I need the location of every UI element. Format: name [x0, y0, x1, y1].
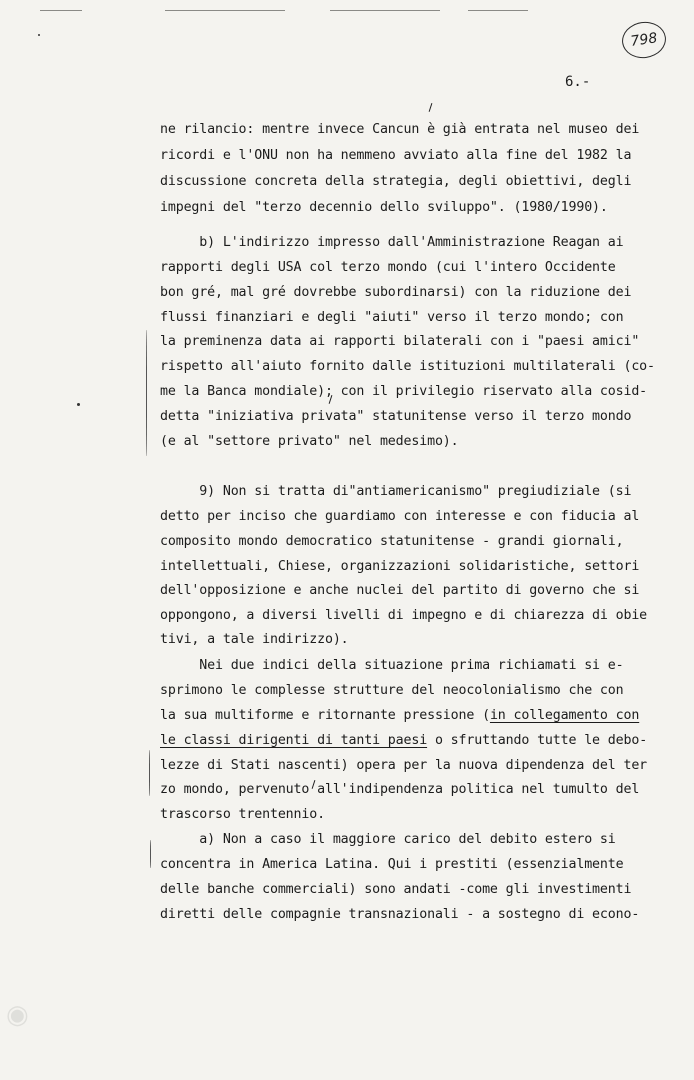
margin-bracket-mark [150, 840, 151, 868]
text-segment: la sua multiforme e ritornante pressione ( [160, 708, 490, 723]
page-number: 6.- [565, 74, 591, 90]
text-line: delle banche commerciali) sono andati -come gli investimenti [160, 882, 632, 897]
text-line: a) Non a caso il maggiore carico del debito estero si [160, 832, 616, 847]
text-line: impegni del "terzo decennio dello sviluppo". (1980/1990). [160, 200, 608, 215]
text-line: zo mondo, pervenuto all'indipendenza politica nel tumulto del [160, 782, 640, 797]
text-line: tivi, a tale indirizzo). [160, 632, 349, 647]
top-scan-rule [330, 10, 440, 11]
text-line: ne rilancio: mentre invece Cancun è già entrata nel museo dei [160, 122, 640, 137]
text-line: 9) Non si tratta di"antiamericanismo" pregiudiziale (si [160, 484, 632, 499]
text-line: ricordi e l'ONU non ha nemmeno avviato alla fine del 1982 la [160, 148, 632, 163]
archive-stamp: 798 [620, 19, 669, 61]
text-line: oppongono, a diversi livelli di impegno e di chiarezza di obie [160, 608, 648, 623]
top-scan-rule [468, 10, 528, 11]
text-line: diretti delle compagnie transnazionali - a sostegno di econo- [160, 907, 640, 922]
text-line: intellettuali, Chiese, organizzazioni solidaristiche, settori [160, 559, 640, 574]
handwritten-accent-mark [429, 103, 433, 112]
text-line: bon gré, mal gré dovrebbe subordinarsi) con la riduzione dei [160, 285, 632, 300]
underlined-text: le classi dirigenti di tanti paesi [160, 733, 428, 748]
text-line: dell'opposizione e anche nuclei del partito di governo che si [160, 583, 640, 598]
text-line: trascorso trentennio. [160, 807, 325, 822]
margin-bracket-mark [146, 330, 147, 456]
top-scan-rule [165, 10, 285, 11]
top-scan-rule [40, 10, 82, 11]
underlined-text: in collegamento con [489, 708, 640, 723]
text-line: sprimono le complesse strutture del neocolonialismo che con [160, 683, 624, 698]
margin-dot [38, 34, 40, 36]
text-line: rispetto all'aiuto fornito dalle istituzioni multilaterali (co- [160, 359, 655, 374]
text-line: composito mondo democratico statunitense - grandi giornali, [160, 534, 624, 549]
text-line: flussi finanziari e degli "aiuti" verso il terzo mondo; con [160, 310, 624, 325]
text-line: detto per inciso che guardiamo con interesse e con fiducia al [160, 509, 640, 524]
text-line: la preminenza data ai rapporti bilaterali con i "paesi amici" [160, 334, 640, 349]
text-segment: o sfruttando tutte le debo- [427, 733, 648, 748]
margin-dot [77, 403, 80, 406]
text-line: me la Banca mondiale); con il privilegio riservato alla cosid- [160, 384, 648, 399]
text-line: lezze di Stati nascenti) opera per la nuova dipendenza del ter [160, 758, 648, 773]
text-line: detta "iniziativa privata" statunitense verso il terzo mondo [160, 409, 632, 424]
text-line: b) L'indirizzo impresso dall'Amministrazione Reagan ai [160, 235, 624, 250]
text-line: concentra in America Latina. Qui i prestiti (essenzialmente [160, 857, 624, 872]
archive-watermark: ◉ [6, 1000, 29, 1030]
text-line: Nei due indici della situazione prima richiamati si e- [160, 658, 624, 673]
text-line: discussione concreta della strategia, degli obiettivi, degli [160, 174, 632, 189]
text-line-with-underline [160, 732, 647, 750]
margin-bracket-mark [149, 750, 150, 796]
text-line-with-underline [160, 707, 639, 725]
text-line: rapporti degli USA col terzo mondo (cui l'intero Occidente [160, 260, 616, 275]
text-line: (e al "settore privato" nel medesimo). [160, 434, 459, 449]
